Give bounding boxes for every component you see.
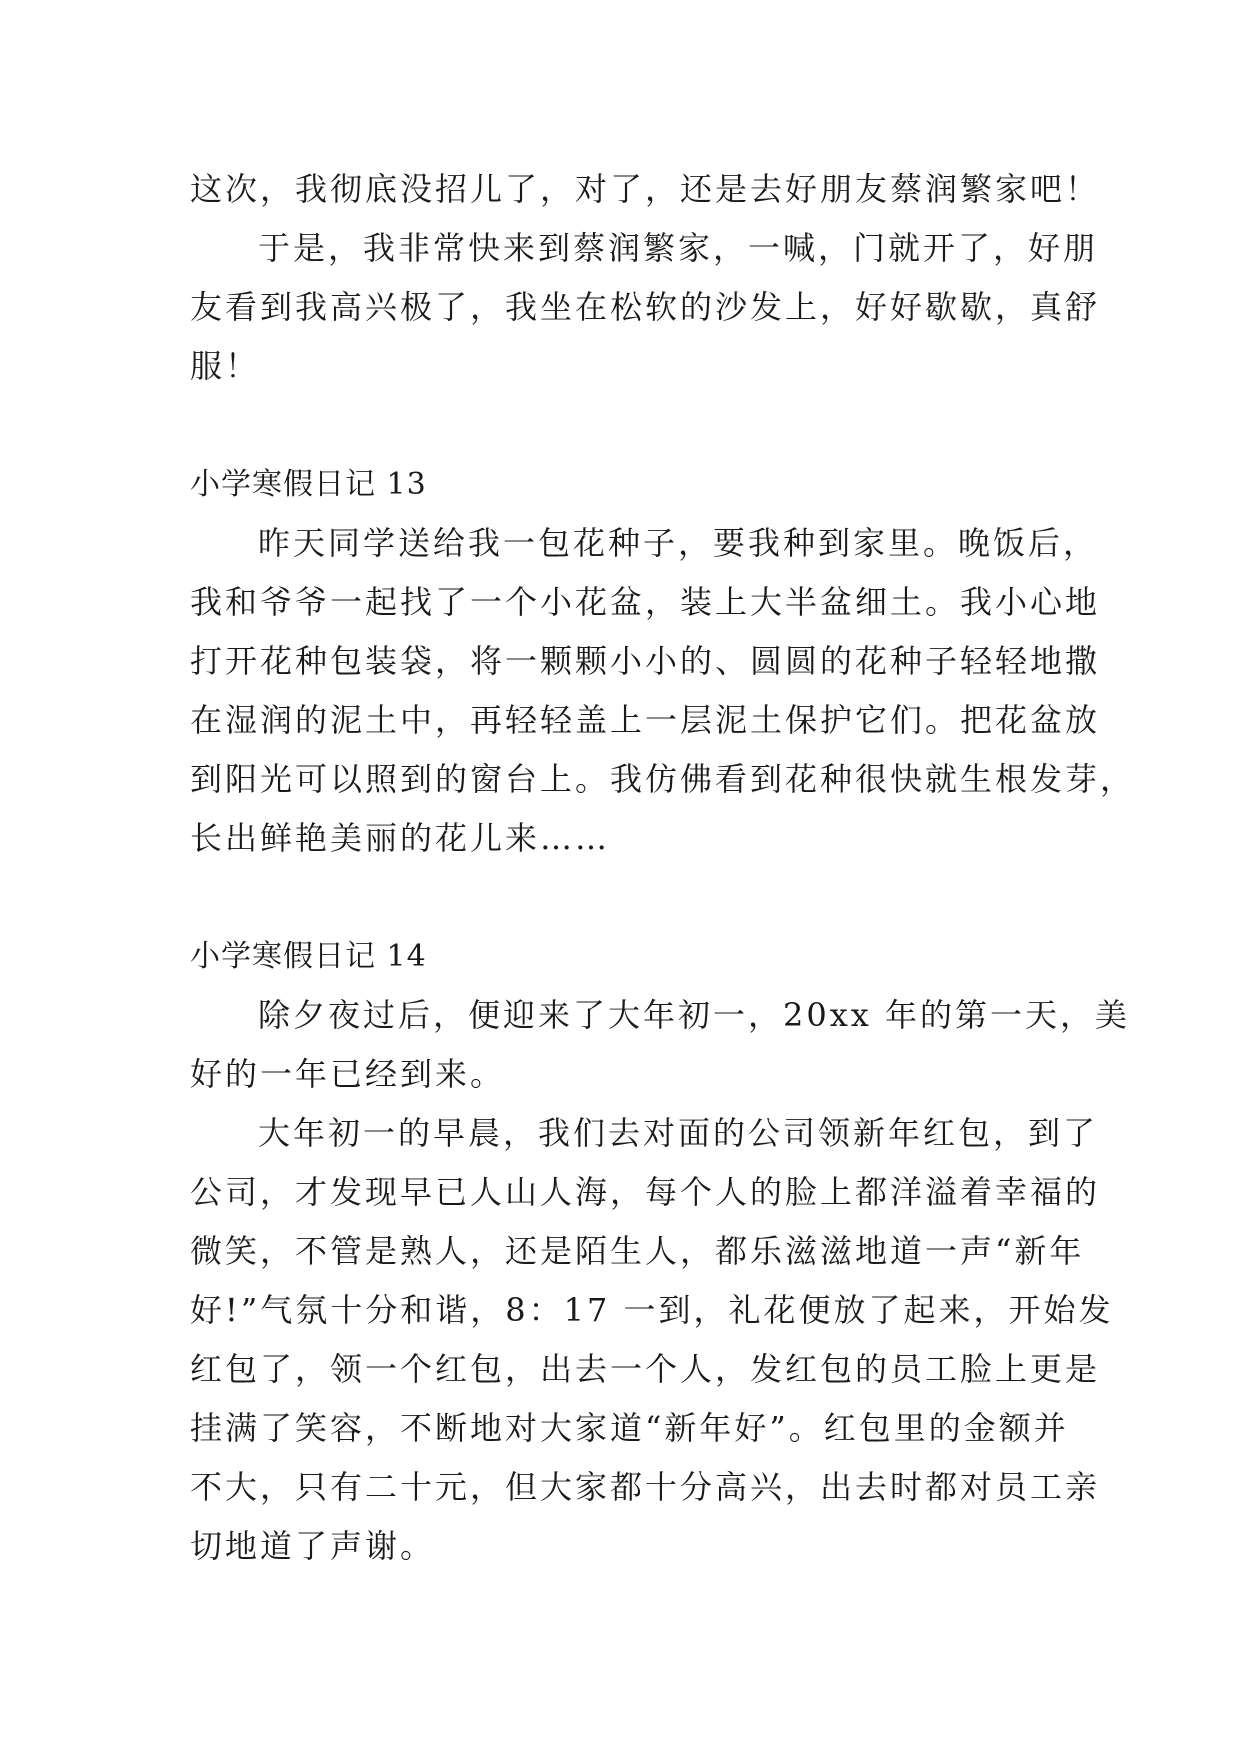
text-line: 友看到我高兴极了，我坐在松软的沙发上，好好歇歇，真舒	[190, 288, 1101, 326]
text-line: 好的一年已经到来。	[190, 1055, 506, 1093]
text-line: 公司，才发现早已人山人海，每个人的脸上都洋溢着幸福的	[190, 1173, 1101, 1211]
text-line: 这次，我彻底没招儿了，对了，还是去好朋友蔡润繁家吧！	[190, 170, 1101, 208]
text-line: 服！	[190, 347, 261, 385]
text-line: 红包了，领一个红包，出去一个人，发红包的员工脸上更是	[190, 1350, 1101, 1388]
diary-14-title: 小学寒假日记 14	[190, 939, 427, 974]
text-line: 好!”气氛十分和谐，8：17 一到，礼花便放了起来，开始发	[190, 1291, 1114, 1329]
document-page	[190, 160, 1136, 1576]
text-line: 在湿润的泥土中，再轻轻盖上一层泥土保护它们。把花盆放	[190, 701, 1101, 739]
text-line: 不大，只有二十元，但大家都十分高兴，出去时都对员工亲	[190, 1468, 1101, 1506]
text-line: 切地道了声谢。	[190, 1527, 436, 1565]
text-line: 微笑，不管是熟人，还是陌生人，都乐滋滋地道一声“新年	[190, 1232, 1085, 1270]
text-line: 大年初一的早晨，我们去对面的公司领新年红包，到了	[258, 1114, 1099, 1152]
diary-13-title: 小学寒假日记 13	[190, 467, 427, 502]
paragraph-gap	[190, 396, 1070, 455]
text-line: 长出鲜艳美丽的花儿来……	[190, 819, 611, 857]
text-line: 于是，我非常快来到蔡润繁家，一喊，门就开了，好朋	[258, 229, 1099, 267]
paragraph-gap	[190, 868, 1070, 927]
text-line: 挂满了笑容，不断地对大家道“新年好”。红包里的金额并	[190, 1409, 1069, 1447]
text-line: 我和爷爷一起找了一个小花盆，装上大半盆细土。我小心地	[190, 583, 1101, 621]
text-line: 除夕夜过后，便迎来了大年初一，20xx 年的第一天，美	[258, 996, 1130, 1034]
text-line: 到阳光可以照到的窗台上。我仿佛看到花种很快就生根发芽，	[190, 760, 1136, 798]
text-line: 打开花种包装袋，将一颗颗小小的、圆圆的花种子轻轻地撒	[190, 642, 1101, 680]
text-line: 昨天同学送给我一包花种子，要我种到家里。晚饭后，	[258, 524, 1099, 562]
